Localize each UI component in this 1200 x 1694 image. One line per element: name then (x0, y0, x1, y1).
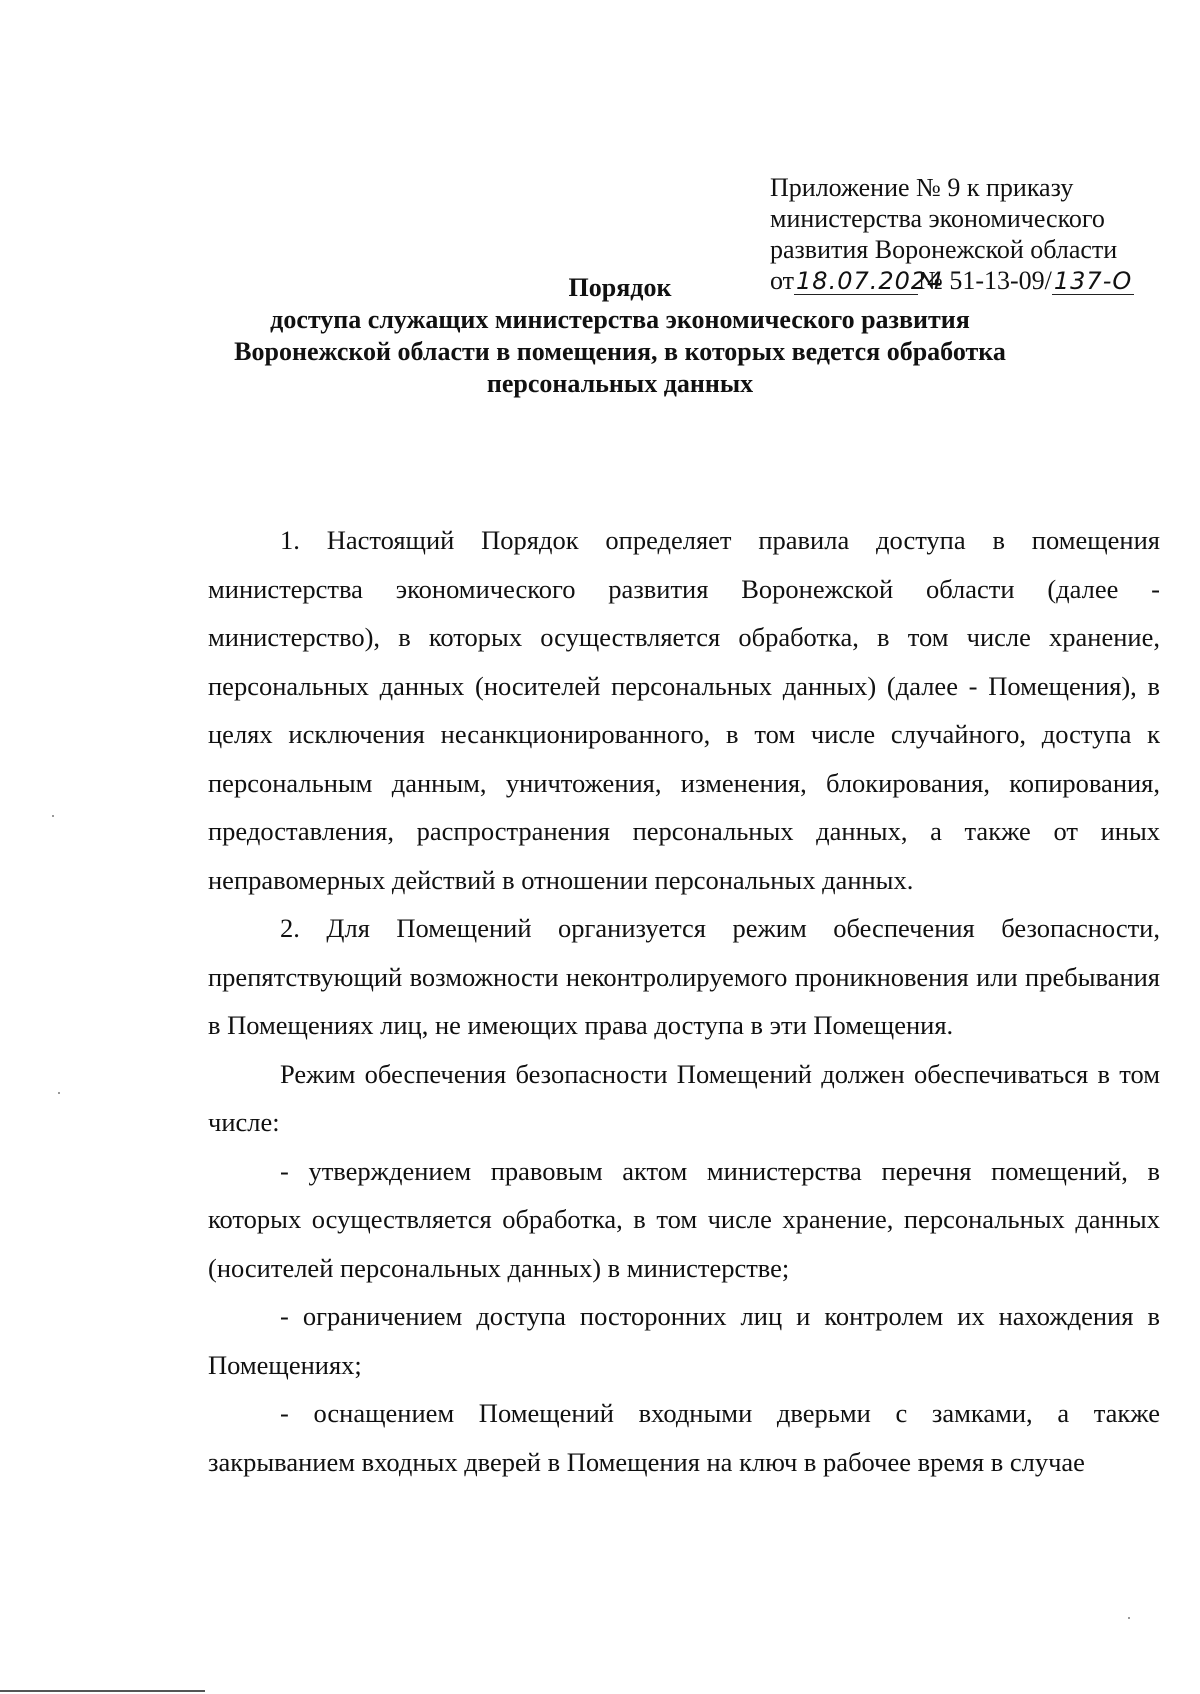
scan-speck (52, 815, 54, 817)
appendix-line-1: Приложение № 9 к приказу (770, 173, 1074, 202)
paragraph-3: Режим обеспечения безопасности Помещений должен обеспечиваться в том числе: (208, 1058, 1160, 1137)
appendix-line-3: развития Воронежской области (770, 235, 1118, 264)
handwritten-number: 137-О (1053, 267, 1133, 295)
scan-speck (1128, 1617, 1130, 1619)
paragraph-2: 2. Для Помещений организуется режим обеспечения безопасности, препятствующий возможности неконтролируемого проникновения или пребывания в Помещениях лиц, не имеющих права доступа в эти Помещения. (208, 913, 1160, 1040)
list-item-perechen: - утверждением правовым актом министерства перечня помещений, в которых осуществляется обработка, в том числе хранение, персональных данных (носителей персональных данных) в министерстве; (208, 1155, 1160, 1283)
scan-speck (58, 1092, 60, 1094)
scan-edge-line (0, 1690, 205, 1692)
number-label: № 51-13-09/ (918, 266, 1052, 295)
title-line-1: Порядок (568, 273, 672, 302)
list-item-doors: - оснащением Помещений входными дверьми с замками, а также закрыванием входных дверей в Помещения на ключ в рабочее время в случае (208, 1398, 1160, 1477)
list-item-access-limit: - ограничением доступа посторонних лиц и контролем их нахождения в Помещениях; (208, 1301, 1160, 1380)
appendix-line-2: министерства экономического (770, 204, 1105, 233)
handwritten-date: 18.07.2024 (796, 267, 944, 295)
paragraph-1: 1. Настоящий Порядок определяет правила доступа в помещения министерства экономического развития Воронежской области (далее - министерство), в которых осуществляется обработка, в том числе хранение, персональных данных (носителей персональных данных) (далее - Помещения), в целях исключения несанкционированного, в том числе случайного, доступа к персональным данным, уничтожения, изменения, блокирования, копирования, предоставления, распространения персональных данных, а также от иных неправомерных действий в отношении персональных данных. (208, 525, 1160, 895)
title-line-4: персональных данных (486, 369, 754, 398)
document-title (200, 272, 1040, 400)
from-label: от (770, 266, 795, 295)
document-body (208, 516, 1160, 1486)
title-line-2: доступа служащих министерства экономического развития (270, 305, 970, 334)
title-line-3: Воронежской области в помещения, в которых ведется обработка (234, 337, 1006, 366)
